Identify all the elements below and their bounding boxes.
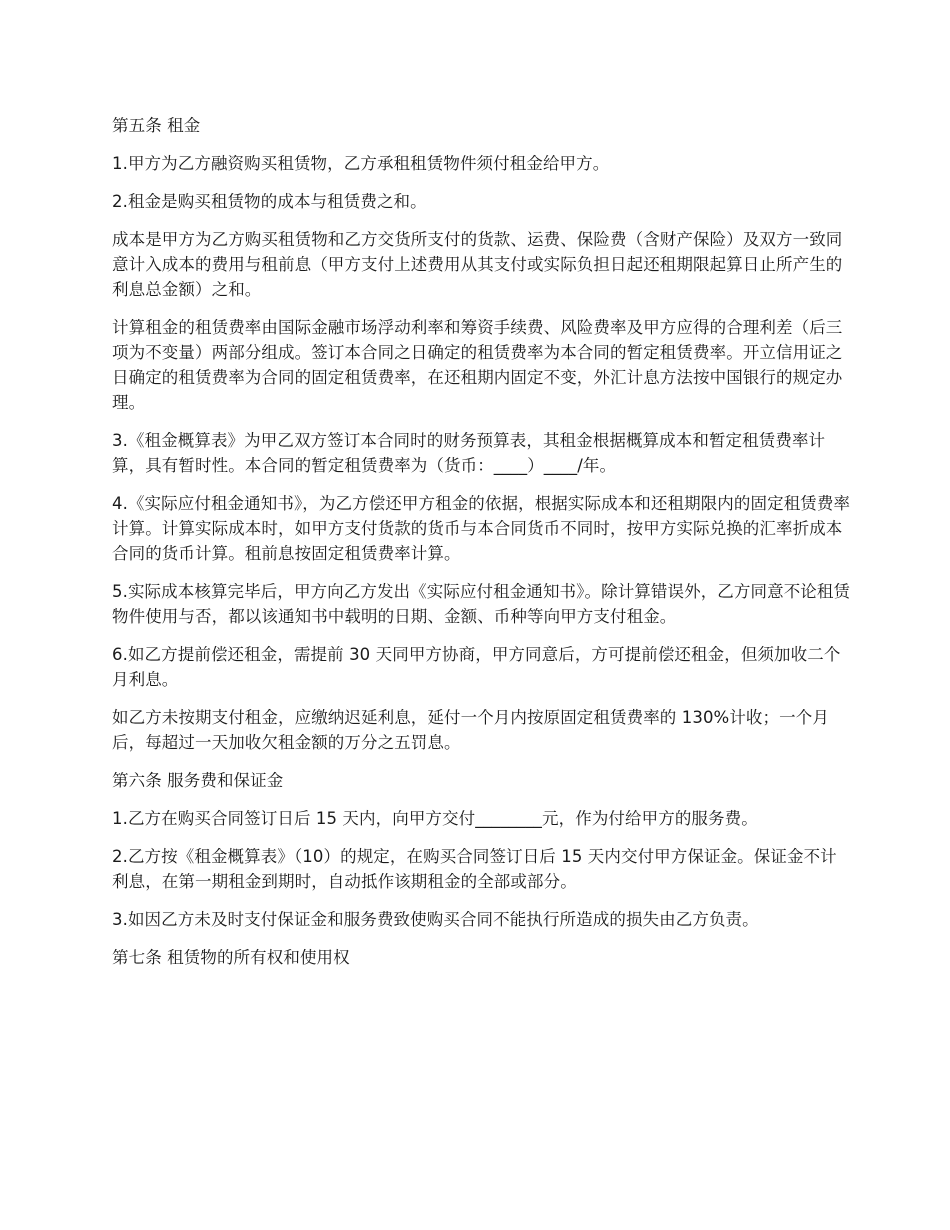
paragraph-5-2: 2.租金是购买租赁物的成本与租赁费之和。 <box>112 192 427 211</box>
paragraph-6-2: 2.乙方按《租金概算表》（10）的规定，在购买合同签订日后 15 天内交付甲方保证金。保证金不计利息，在第一期租金到期时，自动抵作该期租金的全部或部分。 <box>112 847 837 891</box>
paragraph-5-6: 6.如乙方提前偿还租金，需提前 30 天同甲方协商，甲方同意后，方可提前偿还租金，但须加收二个月利息。 <box>112 645 841 689</box>
paragraph-6-1: 1.乙方在购买合同签订日后 15 天内，向甲方交付________元，作为付给甲方的服务费。 <box>112 809 758 828</box>
paragraph-5-5: 5.实际成本核算完毕后，甲方向乙方发出《实际应付租金通知书》。除计算错误外，乙方同意不论租赁物件使用与否，都以该通知书中载明的日期、金额、币种等向甲方支付租金。 <box>112 582 851 626</box>
paragraph-6-3: 3.如因乙方未及时支付保证金和服务费致使购买合同不能执行所造成的损失由乙方负责。 <box>112 910 759 929</box>
section-heading-5: 第五条 租金 <box>112 116 201 135</box>
paragraph-5-3: 3.《租金概算表》为甲乙双方签订本合同时的财务预算表，其租金根据概算成本和暂定租赁费率计算，具有暂时性。本合同的暂定租赁费率为（货币：____）____/年。 <box>112 431 826 475</box>
section-heading-6: 第六条 服务费和保证金 <box>112 771 284 790</box>
paragraph-cost-definition: 成本是甲方为乙方购买租赁物和乙方交货所支付的货款、运费、保险费（含财产保险）及双方一致同意计入成本的费用与租前息（甲方支付上述费用从其支付或实际负担日起还租期限起算日止所产生的利息总金额）之和。 <box>112 230 843 299</box>
document-body <box>112 113 852 983</box>
section-heading-7: 第七条 租赁物的所有权和使用权 <box>112 948 350 967</box>
paragraph-late-payment: 如乙方未按期支付租金，应缴纳迟延利息，延付一个月内按原固定租赁费率的 130%计收；一个月后，每超过一天加收欠租金额的万分之五罚息。 <box>112 708 829 752</box>
paragraph-5-4: 4.《实际应付租金通知书》，为乙方偿还甲方租金的依据，根据实际成本和还租期限内的固定租赁费率计算。计算实际成本时，如甲方支付货款的货币与本合同货币不同时，按甲方实际兑换的汇率折成本合同的货币计算。租前息按固定租赁费率计算。 <box>112 494 851 563</box>
paragraph-rate-definition: 计算租金的租赁费率由国际金融市场浮动利率和筹资手续费、风险费率及甲方应得的合理利差（后三项为不变量）两部分组成。签订本合同之日确定的租赁费率为本合同的暂定租赁费率。开立信用证之日确定的租赁费率为合同的固定租赁费率，在还租期内固定不变，外汇计息方法按中国银行的规定办理。 <box>112 318 843 412</box>
paragraph-5-1: 1.甲方为乙方融资购买租赁物，乙方承租租赁物件须付租金给甲方。 <box>112 154 610 173</box>
